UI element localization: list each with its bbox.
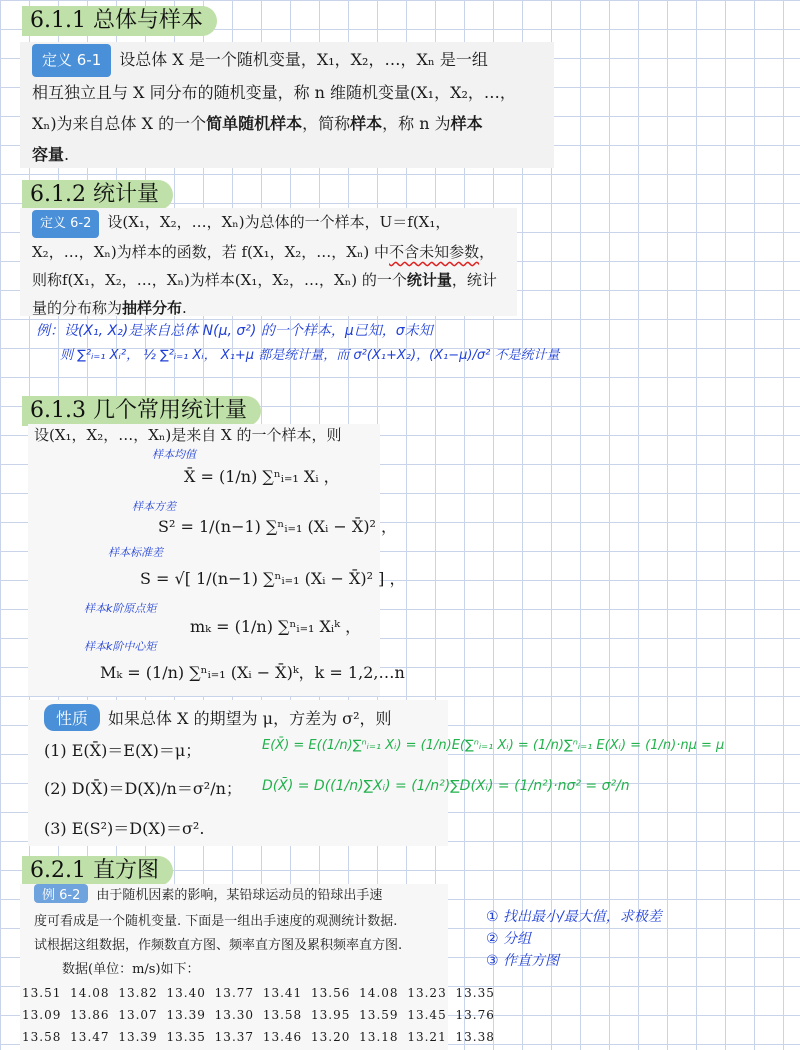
section-title-6-1-3: 6.1.3 几个常用统计量 xyxy=(22,396,261,426)
label-sample-mean: 样本均值 xyxy=(152,448,196,461)
definition-6-1-line-2: 相互独立且与 X 同分布的随机变量，称 n 维随机变量(X₁，X₂，…， xyxy=(32,83,516,102)
data-row: 13.51 14.08 13.82 13.40 13.77 13.41 13.56 14.08 13.23 13.35 xyxy=(22,986,495,1000)
handwritten-example-line-1: 例：设(X₁, X₂)是来自总体 N(μ, σ²) 的一个样本，μ已知，σ未知 xyxy=(36,323,433,339)
definition-6-2-line-1: 定义 6-2 设(X₁，X₂，…，Xₙ)为总体的一个样本，U＝f(X₁， xyxy=(32,208,517,238)
handwritten-proof-expectation: E(X̄) = E((1/n)∑ⁿᵢ₌₁ Xᵢ) = (1/n)E(∑ⁿᵢ₌₁ Xᵢ) = (1/n)∑ⁿᵢ₌₁ E(Xᵢ) = (1/n)·nμ = μ xyxy=(262,738,725,753)
property-3: (3) E(S²)＝D(X)＝σ². xyxy=(44,819,205,838)
example-line-2: 度可看成是一个随机变量. 下面是一组出手速度的观测统计数据. xyxy=(34,914,398,929)
definition-6-1-panel xyxy=(20,42,554,168)
label-sample-variance: 样本方差 xyxy=(132,500,176,513)
example-line-4: 数据(单位：m/s)如下： xyxy=(62,962,200,977)
property-badge: 性质 xyxy=(44,704,100,731)
section-title-6-1-2: 6.1.2 统计量 xyxy=(22,180,173,210)
definition-badge: 定义 6-2 xyxy=(32,210,99,238)
no-unknown-params-underline: 不含未知参数 xyxy=(389,243,480,261)
example-line-1: 例 6-2 由于随机因素的影响，某铅球运动员的铅球出手速 xyxy=(34,884,382,903)
label-raw-moment: 样本k阶原点矩 xyxy=(84,602,157,615)
formula-raw-moment: mₖ = (1/n) ∑ⁿᵢ₌₁ Xᵢᵏ ， xyxy=(190,617,362,636)
data-row: 13.09 13.86 13.07 13.39 13.30 13.58 13.95 13.59 13.45 13.76 xyxy=(22,1008,495,1022)
definition-6-1-line-3: Xₙ)为来自总体 X 的一个简单随机样本，简称样本，称 n 为样本 xyxy=(32,114,483,133)
formula-sample-std: S = √[ 1/(n−1) ∑ⁿᵢ₌₁ (Xᵢ − X̄)² ] ， xyxy=(140,569,406,588)
formula-central-moment: Mₖ = (1/n) ∑ⁿᵢ₌₁ (Xᵢ − X̄)ᵏ，k = 1,2,…n xyxy=(100,663,405,682)
handwritten-step-1: ① 找出最小/最大值，求极差 xyxy=(486,909,662,925)
definition-6-2-line-4: 量的分布称为抽样分布. xyxy=(32,299,187,317)
label-sample-std: 样本标准差 xyxy=(108,546,163,559)
definition-6-1-line-1: 定义 6-1 设总体 X 是一个随机变量，X₁，X₂，…，Xₙ 是一组 xyxy=(32,44,554,77)
section-title-6-1-1: 6.1.1 总体与样本 xyxy=(22,6,217,36)
data-row: 13.58 13.47 13.39 13.35 13.37 13.46 13.20 13.18 13.21 13.38 xyxy=(22,1030,495,1044)
label-central-moment: 样本k阶中心矩 xyxy=(84,640,157,653)
definition-6-2-panel xyxy=(20,208,517,316)
definition-badge: 定义 6-1 xyxy=(32,44,111,77)
example-badge: 例 6-2 xyxy=(34,884,88,903)
formula-sample-mean: X̄ = (1/n) ∑ⁿᵢ₌₁ Xᵢ ， xyxy=(184,467,340,486)
handwritten-example-line-2: 则 ∑²ᵢ₌₁ Xᵢ²， ½ ∑²ᵢ₌₁ Xᵢ， X₁+μ 都是统计量，而 σ²(X₁+X₂)，(X₁−μ)/σ² 不是统计量 xyxy=(60,348,560,363)
example-line-3: 试根据这组数据，作频数直方图、频率直方图及累积频率直方图. xyxy=(34,938,403,953)
definition-6-2-line-3: 则称f(X₁，X₂，…，Xₙ)为样本(X₁，X₂，…，Xₙ) 的一个统计量，统计 xyxy=(32,271,497,289)
definition-6-2-line-2: X₂，…，Xₙ)为样本的函数，若 f(X₁，X₂，…，Xₙ) 中不含未知参数， xyxy=(32,243,495,261)
handwritten-step-3: ③ 作直方图 xyxy=(486,953,560,969)
formula-sample-variance: S² = 1/(n−1) ∑ⁿᵢ₌₁ (Xᵢ − X̄)² ， xyxy=(158,517,398,536)
statistics-intro: 设(X₁，X₂，…，Xₙ)是来自 X 的一个样本，则 xyxy=(34,426,342,444)
property-1: (1) E(X̄)＝E(X)＝μ； xyxy=(44,741,202,760)
handwritten-proof-variance: D(X̄) = D((1/n)∑Xᵢ) = (1/n²)∑D(Xᵢ) = (1/n²)·nσ² = σ²/n xyxy=(262,778,630,794)
definition-6-1-line-4: 容量. xyxy=(32,145,70,164)
property-2: (2) D(X̄)＝D(X)/n＝σ²/n； xyxy=(44,779,242,798)
handwritten-step-2: ② 分组 xyxy=(486,931,532,947)
property-header: 性质 如果总体 X 的期望为 μ，方差为 σ²，则 xyxy=(44,704,392,731)
section-title-6-2-1: 6.2.1 直方图 xyxy=(22,856,173,886)
